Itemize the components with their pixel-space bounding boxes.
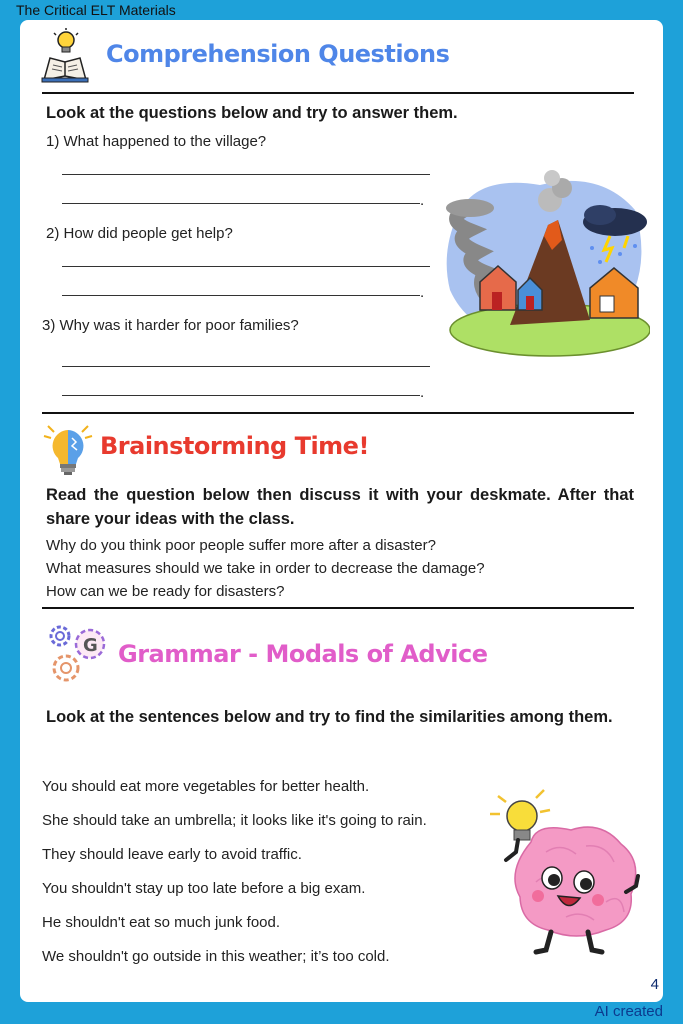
question-1: 1) What happened to the village? — [46, 133, 267, 150]
example-sentence-4: You shouldn't stay up too late before a big exam. — [42, 880, 366, 897]
example-sentence-3: They should leave early to avoid traffic. — [42, 846, 302, 863]
answer-line — [62, 266, 430, 267]
example-sentence-2: She should take an umbrella; it looks like it's going to rain. — [42, 812, 427, 829]
ai-created-label: AI created — [594, 1003, 663, 1020]
example-sentence-6: We shouldn't go outside in this weather; it’s too cold. — [42, 948, 390, 965]
divider — [42, 412, 634, 414]
grammar-title: Grammar - Modals of Advice — [118, 640, 488, 668]
brainstorm-question-2: What measures should we take in order to decrease the damage? — [46, 560, 485, 577]
answer-period: . — [420, 284, 425, 301]
gears-icon — [46, 622, 110, 688]
answer-period: . — [420, 192, 425, 209]
divider — [42, 607, 634, 609]
grammar-instruction: Look at the sentences below and try to find the similarities among them. — [46, 708, 613, 726]
answer-line — [62, 366, 430, 367]
question-2: 2) How did people get help? — [46, 225, 233, 242]
lightbulb-brain-icon — [42, 422, 94, 478]
question-3: 3) Why was it harder for poor families? — [42, 317, 299, 334]
brainstorm-title: Brainstorming Time! — [100, 432, 369, 460]
answer-line — [62, 174, 430, 175]
brand-label: The Critical ELT Materials — [16, 2, 176, 18]
answer-line — [62, 295, 420, 296]
answer-period: . — [420, 384, 425, 401]
svg-text:G: G — [83, 635, 98, 656]
answer-line — [62, 203, 420, 204]
brainstorm-question-1: Why do you think poor people suffer more after a disaster? — [46, 537, 436, 554]
reading-book-icon — [40, 28, 90, 84]
brain-mascot-illustration — [476, 782, 646, 960]
worksheet-page — [20, 20, 663, 1002]
comprehension-instruction: Look at the questions below and try to answer them. — [46, 104, 458, 122]
example-sentence-5: He shouldn't eat so much junk food. — [42, 914, 281, 931]
page-number: 4 — [650, 976, 659, 993]
brainstorm-question-3: How can we be ready for disasters? — [46, 583, 285, 600]
answer-line — [62, 395, 420, 396]
brainstorm-instruction: Read the question below then discuss it with your deskmate. After that share your ideas with the class. — [46, 486, 634, 528]
comprehension-title: Comprehension Questions — [106, 40, 450, 68]
natural-disaster-illustration — [440, 170, 650, 360]
example-sentence-1: You should eat more vegetables for better health. — [42, 778, 370, 795]
divider — [42, 92, 634, 94]
